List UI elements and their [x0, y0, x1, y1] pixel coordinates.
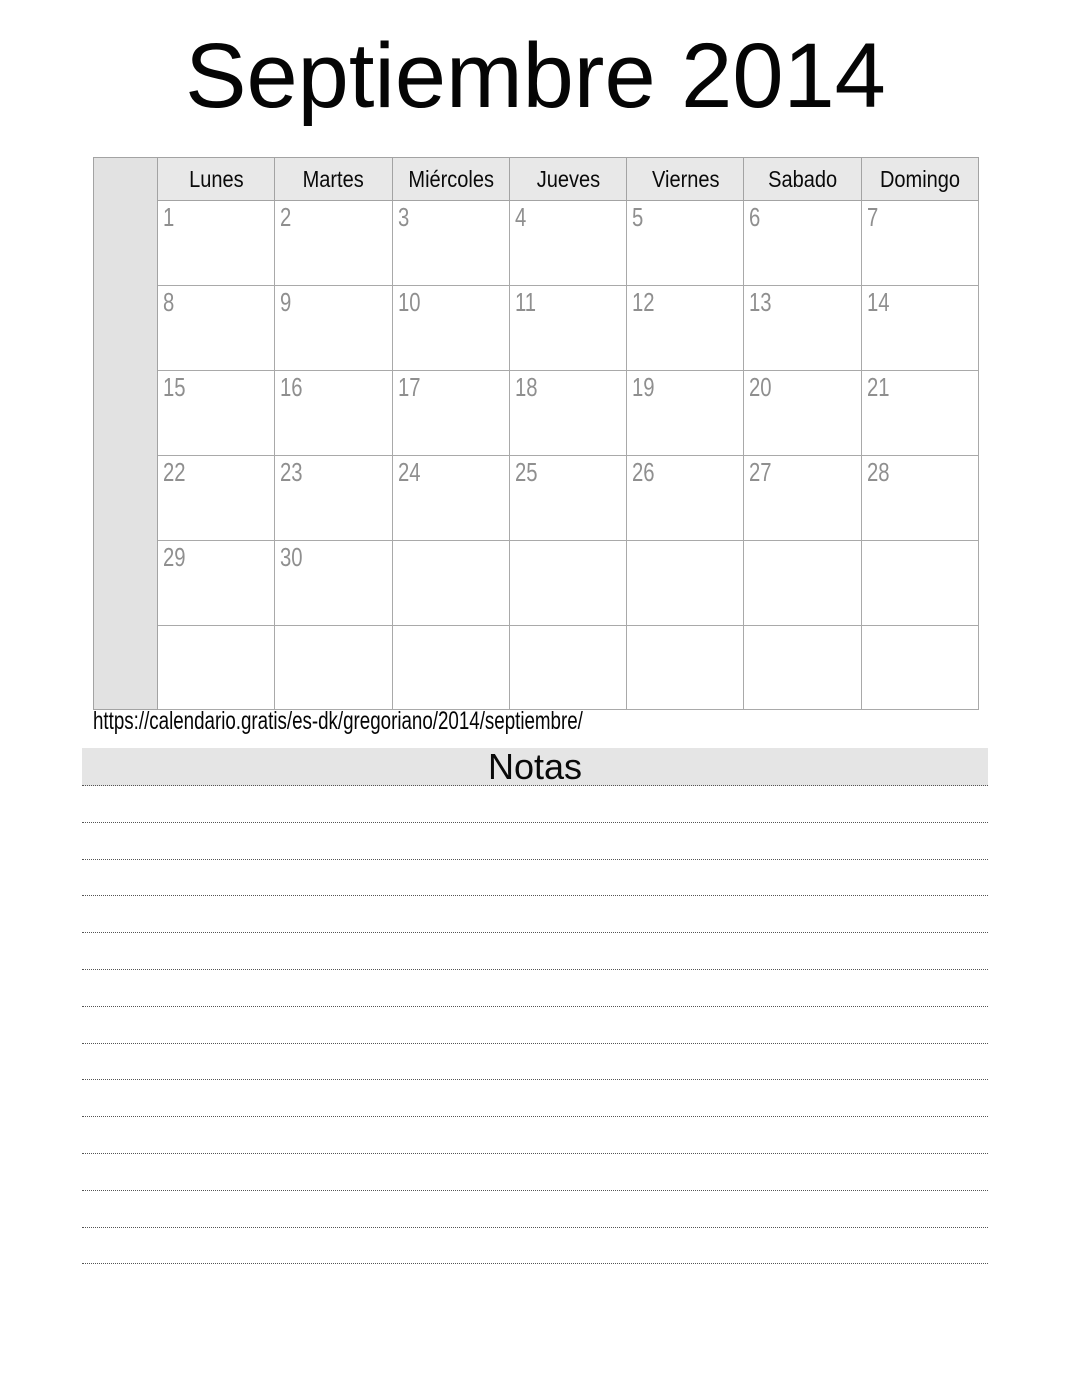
- weekday-header-viernes: [627, 158, 744, 201]
- calendar-table: [93, 157, 979, 710]
- weekday-header-sabado: [744, 158, 861, 201]
- day-cell: [509, 286, 626, 371]
- calendar: [93, 157, 979, 710]
- day-cell: [392, 541, 509, 626]
- note-line: [82, 1007, 988, 1044]
- day-cell: [509, 201, 626, 286]
- notes-lines: [82, 786, 988, 1264]
- week-row-5: [94, 541, 979, 626]
- weekday-header-row: [94, 158, 979, 201]
- note-line: [82, 1228, 988, 1265]
- note-line: [82, 896, 988, 933]
- weekday-header-jueves: [509, 158, 626, 201]
- day-number: 6: [749, 202, 761, 232]
- note-line: [82, 860, 988, 897]
- notes-title: Notas: [487, 746, 583, 787]
- day-cell: [158, 371, 275, 456]
- day-number: 3: [397, 202, 409, 232]
- day-number: 12: [632, 287, 655, 317]
- weekday-header-miercoles: [392, 158, 509, 201]
- notes-header: [82, 748, 988, 786]
- day-number: 20: [749, 372, 773, 402]
- day-number: 19: [632, 372, 655, 402]
- day-cell: [158, 541, 275, 626]
- day-cell: [744, 456, 861, 541]
- day-cell: [627, 541, 744, 626]
- weekday-label: Domingo: [879, 165, 960, 192]
- notes-section: [82, 748, 988, 1264]
- day-number: 17: [397, 372, 421, 402]
- day-number: 27: [749, 457, 773, 487]
- week-row-4: [94, 456, 979, 541]
- day-cell: [744, 626, 861, 710]
- day-number: 22: [163, 457, 186, 487]
- day-cell: [392, 286, 509, 371]
- day-cell: [744, 201, 861, 286]
- weekday-label: Miércoles: [407, 165, 494, 192]
- day-cell: [275, 541, 392, 626]
- day-cell: [509, 541, 626, 626]
- day-cell: [158, 286, 275, 371]
- day-cell: [392, 371, 509, 456]
- day-number: 15: [163, 372, 186, 402]
- day-number: 23: [280, 457, 303, 487]
- day-cell: [275, 286, 392, 371]
- note-line: [82, 1191, 988, 1228]
- day-number: 11: [514, 287, 536, 317]
- weekday-header-martes: [275, 158, 392, 201]
- day-number: 1: [163, 202, 175, 232]
- day-cell: [861, 201, 978, 286]
- day-cell: [509, 456, 626, 541]
- day-cell: [275, 626, 392, 710]
- note-line: [82, 970, 988, 1007]
- note-line: [82, 933, 988, 970]
- day-number: 24: [397, 457, 421, 487]
- day-cell: [392, 626, 509, 710]
- note-line: [82, 786, 988, 823]
- day-cell: [158, 626, 275, 710]
- day-cell: [158, 201, 275, 286]
- note-line: [82, 823, 988, 860]
- day-cell: [627, 201, 744, 286]
- day-number: 29: [163, 542, 186, 572]
- weekday-header-lunes: [158, 158, 275, 201]
- day-number: 16: [280, 372, 303, 402]
- day-number: 26: [632, 457, 655, 487]
- source-url-text: https://calendario.gratis/es-dk/gregoriano/2014/septiembre/: [93, 707, 583, 735]
- day-cell: [861, 286, 978, 371]
- day-cell: [861, 626, 978, 710]
- week-row-3: [94, 371, 979, 456]
- week-row-2: [94, 286, 979, 371]
- weekday-label: Martes: [302, 165, 365, 192]
- day-cell: [509, 371, 626, 456]
- weekday-label: Lunes: [188, 165, 244, 192]
- day-number: 10: [397, 287, 421, 317]
- day-number: 8: [163, 287, 175, 317]
- weekday-label: Viernes: [651, 165, 720, 192]
- weekday-header-domingo: [861, 158, 978, 201]
- day-cell: [627, 286, 744, 371]
- weekday-label: Sabado: [768, 165, 838, 192]
- day-number: 14: [866, 287, 890, 317]
- day-cell: [509, 626, 626, 710]
- note-line: [82, 1154, 988, 1191]
- day-cell: [275, 456, 392, 541]
- day-cell: [158, 456, 275, 541]
- day-number: 9: [280, 287, 292, 317]
- day-number: 25: [514, 457, 538, 487]
- day-number: 30: [280, 542, 303, 572]
- day-number: 28: [866, 457, 890, 487]
- day-number: 2: [280, 202, 292, 232]
- day-cell: [275, 201, 392, 286]
- day-cell: [861, 371, 978, 456]
- note-line: [82, 1117, 988, 1154]
- day-cell: [627, 371, 744, 456]
- weekday-label: Jueves: [536, 165, 600, 192]
- week-row-6: [94, 626, 979, 710]
- day-cell: [861, 541, 978, 626]
- day-cell: [275, 371, 392, 456]
- day-cell: [744, 286, 861, 371]
- day-cell: [744, 541, 861, 626]
- day-cell: [627, 626, 744, 710]
- page-title: Septiembre 2014: [185, 25, 886, 127]
- day-cell: [861, 456, 978, 541]
- day-number: 4: [514, 202, 527, 232]
- day-number: 18: [514, 372, 538, 402]
- day-number: 21: [866, 372, 890, 402]
- source-url: [93, 709, 746, 734]
- day-cell: [392, 201, 509, 286]
- note-line: [82, 1080, 988, 1117]
- note-line: [82, 1044, 988, 1081]
- day-cell: [744, 371, 861, 456]
- day-number: 7: [866, 202, 879, 232]
- week-row-1: [94, 201, 979, 286]
- day-cell: [627, 456, 744, 541]
- gutter-column: [94, 158, 158, 710]
- day-cell: [392, 456, 509, 541]
- day-number: 5: [632, 202, 644, 232]
- day-number: 13: [749, 287, 773, 317]
